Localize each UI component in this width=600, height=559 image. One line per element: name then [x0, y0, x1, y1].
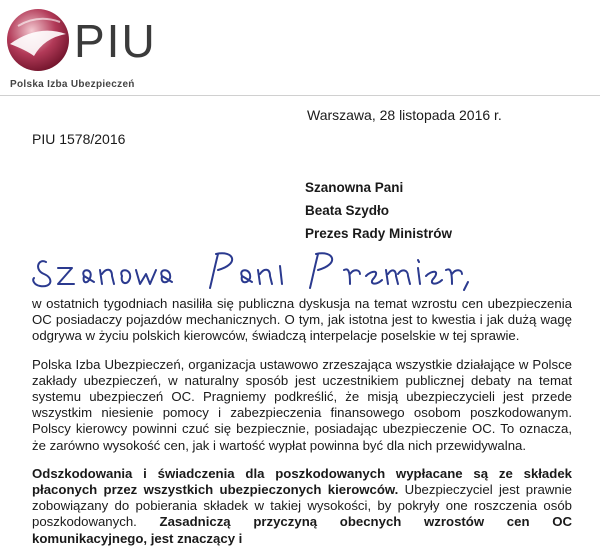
piu-logo [4, 4, 184, 94]
header-divider [0, 95, 600, 96]
logo-subtitle: Polska Izba Ubezpieczeń [10, 79, 135, 90]
paragraph-3-bold-lead: Odszkodowania i świadczenia dla poszkodowanych wypłacane są ze składek płaconych przez wszystkich ubezpieczonych kierowców. [32, 465, 572, 498]
letter-body [32, 296, 572, 559]
paragraph-3-text: Ubezpieczyciel jest prawnie zobowiązany do pobierania składek w takiej wysokości, by pokryły one roszczenia osób poszkodowanych. [32, 482, 572, 530]
logo-wordmark: PIU [74, 15, 157, 67]
paragraph-3 [32, 466, 572, 547]
piu-globe-icon [4, 4, 72, 76]
paragraph-2: Polska Izba Ubezpieczeń, organizacja ustawowo zrzeszająca wszystkie działające w Polsce zakłady ubezpieczeń, w naturalny sposób jest uczestnikiem publicznej debaty na temat systemu ubezpieczeń OC. Pragniemy podkreślić, że misją ubezpieczycieli jest przede wszystkim niesienie pomocy i zabezpieczenia finansowego osobom poszkodowanym. Polscy kierowcy powinni czuć się bezpiecznie, posiadając ubezpieczenie OC. To oznacza, że zarówno wysokość cen, jak i wartość wypłat powinna być dla nich przewidywalna. [32, 356, 572, 453]
letter-date: Warszawa, 28 listopada 2016 r. [307, 107, 502, 123]
addressee-block [305, 176, 452, 245]
addressee-title: Prezes Rady Ministrów [305, 226, 453, 241]
paragraph-3-bold-tail: Zasadniczą przyczyną obecnych wzrostów cen OC komunikacyjnego, jest znaczący i [32, 514, 572, 546]
addressee-salutation: Szanowna Pani [305, 180, 404, 195]
letter-reference: PIU 1578/2016 [32, 131, 126, 147]
paragraph-1: w ostatnich tygodniach nasiliła się publiczna dyskusja na temat wzrostu cen ubezpieczenia OC posiadaczy pojazdów mechanicznych. O tym, jak istotna jest to kwestia i jak dużą wagę odgrywa w życiu polskich kierowców, świadczą interpelacje poselskie w tej sprawie. [32, 296, 572, 344]
addressee-name: Beata Szydło [305, 203, 390, 218]
handwritten-greeting [28, 240, 498, 300]
